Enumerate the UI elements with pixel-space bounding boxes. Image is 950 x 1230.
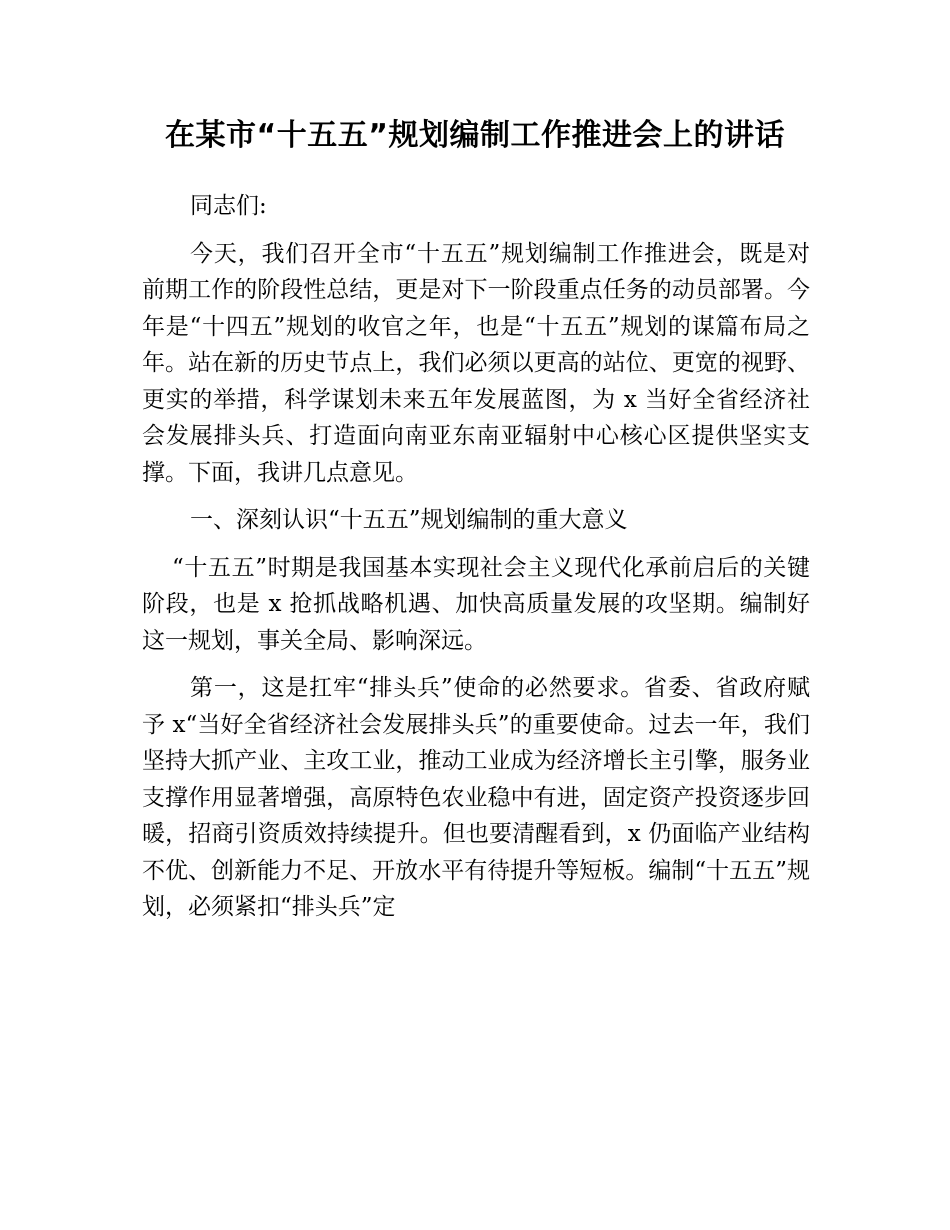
document-body (142, 188, 810, 937)
document-title: 在某市“十五五”规划编制工作推进会上的讲话 (165, 118, 785, 153)
section-heading: 一、深刻认识“十五五”规划编制的重大意义 (190, 507, 628, 533)
paragraph-intro: 今天，我们召开全市“十五五”规划编制工作推进会，既是对前期工作的阶段性总结，更是对下一阶段重点任务的动员部署。今年是“十四五”规划的收官之年，也是“十五五”规划的谋篇布局之年。站在新的历史节点上，我们必须以更高的站位、更宽的视野、更实的举措，科学谋划未来五年发展蓝图，为 x 当好全省经济社会发展排头兵、打造面向南亚东南亚辐射中心核心区提供坚实支撑。下面，我讲几点意见。 (142, 240, 810, 486)
paragraph-first-point: 第一，这是扛牢“排头兵”使命的必然要求。省委、省政府赋予 x“当好全省经济社会发展排头兵”的重要使命。过去一年，我们坚持大抓产业、主攻工业，推动工业成为经济增长主引擎，服务业支撑作用显著增强，高原特色农业稳中有进，固定资产投资逐步回暖，招商引资质效持续提升。但也要清醒看到，x 仍面临产业结构不优、创新能力不足、开放水平有待提升等短板。编制“十五五”规划，必须紧扣“排头兵”定 (142, 675, 810, 920)
salutation: 同志们: (190, 193, 267, 219)
paragraph-significance: “十五五”时期是我国基本实现社会主义现代化承前启后的关键阶段，也是 x 抢抓战略机遇、加快高质量发展的攻坚期。编制好这一规划，事关全局、影响深远。 (142, 554, 810, 654)
